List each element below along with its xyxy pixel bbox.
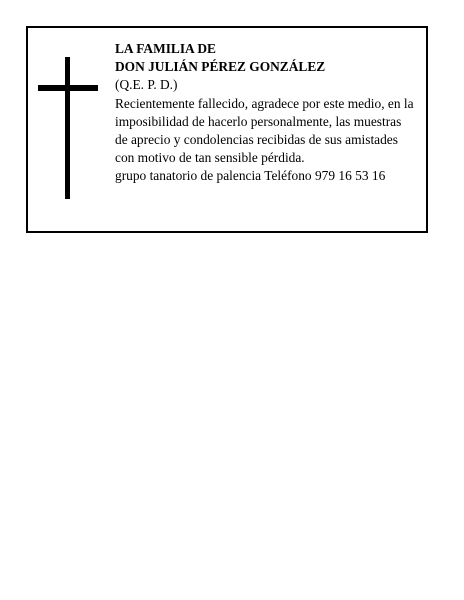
funeral-home-contact: grupo tanatorio de palencia Teléfono 979 16 53 16 bbox=[115, 168, 386, 184]
heading-line-1: LA FAMILIA DE bbox=[115, 41, 216, 56]
body-line: con motivo de tan sensible pérdida. bbox=[115, 150, 305, 166]
cross-horizontal-bar bbox=[38, 85, 98, 91]
body-line: Recientemente fallecido, agradece por este medio, en la bbox=[115, 95, 414, 111]
body-line: de aprecio y condolencias recibidas de sus amistades bbox=[115, 132, 398, 148]
rip-abbreviation: (Q.E. P. D.) bbox=[115, 77, 178, 93]
cross-vertical-bar bbox=[65, 57, 70, 199]
obituary-notice bbox=[26, 26, 428, 233]
notice-text bbox=[115, 40, 427, 186]
body-line: imposibilidad de hacerlo personalmente, las muestras bbox=[115, 113, 402, 129]
deceased-name: DON JULIÁN PÉREZ GONZÁLEZ bbox=[115, 59, 326, 75]
